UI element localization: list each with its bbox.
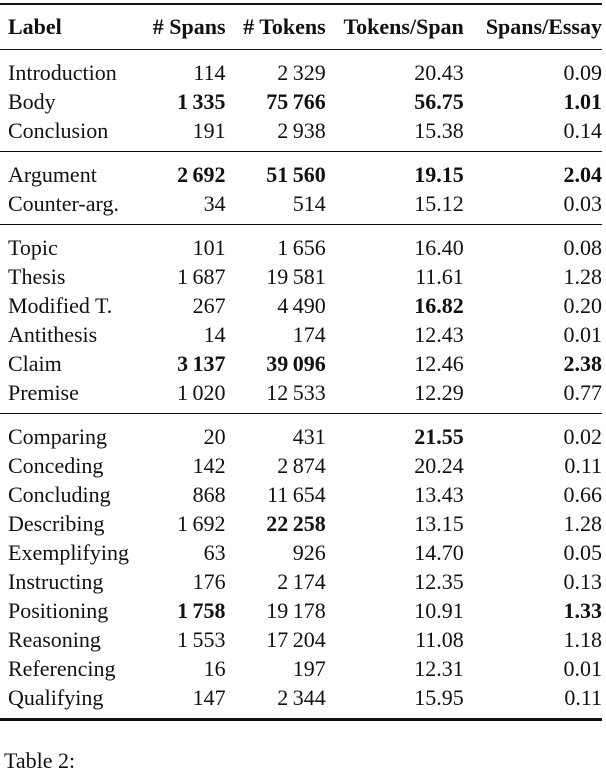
cell-tokens-per-span: 15.38 [414,118,464,143]
cell-spans-per-essay: 0.08 [563,235,602,260]
cell-label: Premise [8,380,79,405]
cell-tokens: 75 766 [266,89,326,114]
table-row [0,262,602,291]
cell-spans-per-essay: 0.01 [563,656,602,681]
row-group [0,225,602,414]
cell-spans-per-essay: 1.28 [563,264,602,289]
cell-tokens-per-span: 16.40 [414,235,464,260]
table-caption: Table 2: [4,748,76,773]
table-row [0,349,602,378]
cell-spans: 114 [193,60,226,85]
cell-spans-per-essay: 2.04 [563,162,602,187]
cell-tokens-per-span: 12.29 [414,380,464,405]
cell-spans: 16 [203,656,226,681]
table-row [0,683,602,720]
header-spans-per-essay: Spans/Essay [464,4,602,50]
cell-spans: 63 [203,540,226,565]
cell-spans: 191 [192,118,226,143]
cell-tokens-per-span: 12.43 [414,322,464,347]
cell-tokens: 926 [292,540,326,565]
cell-spans: 147 [192,685,226,710]
cell-spans: 1 335 [177,89,226,114]
cell-tokens: 22 258 [266,511,326,536]
cell-spans-per-essay: 0.66 [563,482,602,507]
cell-spans-per-essay: 0.09 [563,60,602,85]
cell-spans: 3 137 [177,351,226,376]
table-row [0,538,602,567]
cell-tokens: 174 [292,322,326,347]
cell-spans-per-essay: 0.03 [563,191,602,216]
table-row [0,116,602,152]
cell-spans-per-essay: 0.05 [563,540,602,565]
header-tokens-per-span: Tokens/Span [326,4,464,50]
cell-label: Modified T. [8,293,113,318]
cell-spans: 1 692 [177,511,226,536]
cell-spans: 1 758 [177,598,226,623]
cell-tokens: 2 329 [277,60,326,85]
cell-spans-per-essay: 1.33 [563,598,602,623]
cell-label: Antithesis [8,322,98,347]
cell-tokens-per-span: 12.46 [414,351,464,376]
cell-label: Describing [8,511,105,536]
cell-spans: 267 [192,293,226,318]
cell-spans-per-essay: 0.77 [563,380,602,405]
cell-label: Introduction [8,60,117,85]
table-row [0,378,602,414]
cell-tokens-per-span: 12.31 [414,656,464,681]
cell-label: Exemplifying [8,540,129,565]
cell-spans: 101 [192,235,226,260]
cell-label: Thesis [8,264,66,289]
header-tokens: # Tokens [226,4,326,50]
cell-tokens-per-span: 12.35 [414,569,464,594]
cell-spans-per-essay: 0.14 [563,118,602,143]
cell-spans: 1 553 [177,627,226,652]
cell-label: Conclusion [8,118,109,143]
table-row [0,50,602,88]
header-spans: # Spans [153,4,226,50]
cell-spans-per-essay: 0.20 [563,293,602,318]
cell-tokens: 51 560 [266,162,326,187]
cell-spans: 1 020 [177,380,226,405]
cell-label: Conceding [8,453,104,478]
cell-label: Comparing [8,424,107,449]
cell-tokens: 2 344 [277,685,326,710]
row-group [0,50,602,152]
cell-tokens-per-span: 11.08 [415,627,464,652]
cell-spans: 34 [203,191,226,216]
cell-tokens-per-span: 20.24 [414,453,464,478]
cell-tokens: 19 581 [266,264,326,289]
table-row [0,596,602,625]
cell-tokens-per-span: 15.95 [414,685,464,710]
cell-tokens: 17 204 [266,627,326,652]
cell-tokens-per-span: 15.12 [414,191,464,216]
cell-tokens-per-span: 20.43 [414,60,464,85]
table-row [0,654,602,683]
cell-tokens: 1 656 [277,235,326,260]
cell-tokens: 2 874 [277,453,326,478]
cell-spans-per-essay: 1.28 [563,511,602,536]
cell-spans: 2 692 [177,162,226,187]
cell-spans-per-essay: 0.11 [564,453,602,478]
cell-label: Reasoning [8,627,101,652]
cell-label: Counter-arg. [8,191,119,216]
table-row [0,625,602,654]
cell-spans-per-essay: 0.11 [564,685,602,710]
table-row [0,87,602,116]
cell-tokens-per-span: 16.82 [414,293,464,318]
table-row [0,480,602,509]
cell-label: Body [8,89,56,114]
cell-tokens: 197 [292,656,326,681]
table-row [0,225,602,263]
cell-spans: 142 [192,453,226,478]
cell-tokens: 12 533 [266,380,326,405]
row-group [0,152,602,225]
cell-tokens-per-span: 56.75 [414,89,464,114]
cell-tokens-per-span: 21.55 [414,424,464,449]
cell-label: Qualifying [8,685,104,710]
cell-tokens-per-span: 10.91 [414,598,464,623]
cell-label: Positioning [8,598,109,623]
cell-label: Instructing [8,569,104,594]
cell-tokens: 431 [292,424,326,449]
table-row [0,414,602,452]
table-row [0,320,602,349]
cell-spans: 868 [192,482,226,507]
table-row [0,509,602,538]
cell-tokens-per-span: 13.43 [414,482,464,507]
cell-tokens-per-span: 13.15 [414,511,464,536]
cell-label: Topic [8,235,58,260]
table-row [0,152,602,190]
cell-spans: 20 [203,424,226,449]
cell-spans-per-essay: 1.18 [563,627,602,652]
cell-tokens: 2 174 [277,569,326,594]
cell-tokens-per-span: 14.70 [414,540,464,565]
cell-spans-per-essay: 1.01 [563,89,602,114]
cell-tokens-per-span: 19.15 [414,162,464,187]
row-group [0,414,602,720]
cell-label: Argument [8,162,97,187]
cell-spans-per-essay: 0.13 [563,569,602,594]
cell-tokens: 2 938 [277,118,326,143]
table-row [0,567,602,596]
cell-spans: 14 [203,322,226,347]
cell-tokens: 514 [292,191,326,216]
table-row [0,291,602,320]
cell-spans-per-essay: 0.01 [563,322,602,347]
cell-spans: 176 [192,569,226,594]
cell-tokens: 4 490 [277,293,326,318]
table-row [0,451,602,480]
header-label: Label [0,4,153,50]
cell-label: Concluding [8,482,111,507]
cell-spans-per-essay: 0.02 [563,424,602,449]
table-row [0,189,602,225]
cell-spans: 1 687 [177,264,226,289]
cell-label: Claim [8,351,62,376]
cell-tokens-per-span: 11.61 [415,264,464,289]
statistics-table [0,3,602,721]
cell-label: Referencing [8,656,116,681]
cell-tokens: 19 178 [266,598,326,623]
cell-tokens: 11 654 [267,482,326,507]
header-row [0,4,602,50]
cell-spans-per-essay: 2.38 [563,351,602,376]
cell-tokens: 39 096 [266,351,326,376]
